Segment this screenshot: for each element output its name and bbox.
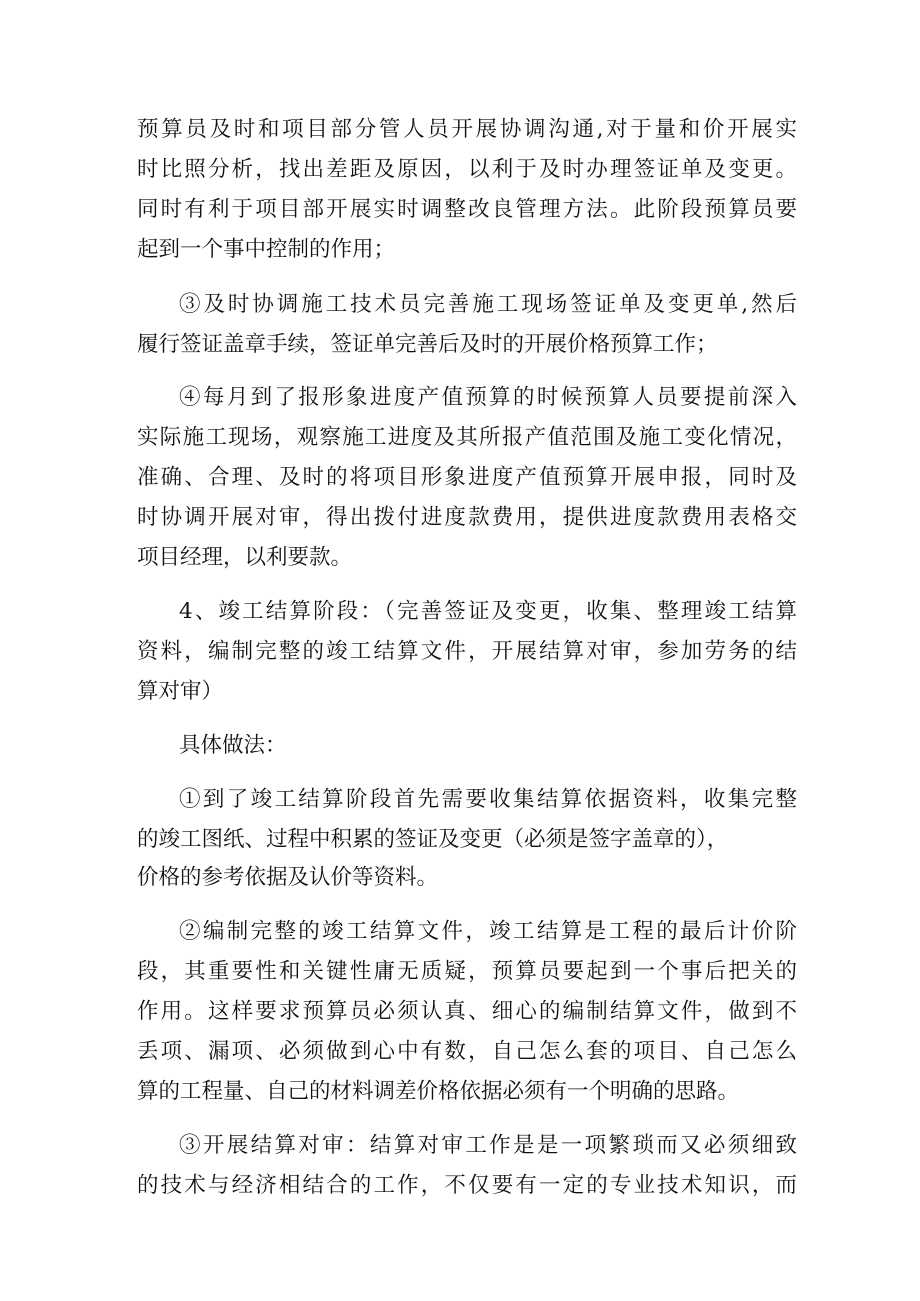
paragraph-7-line-2: 段，其重要性和关键性庸无质疑，预算员要起到一个事后把关的	[137, 959, 797, 984]
paragraph-7-line-1: ②编制完整的竣工结算文件，竣工结算是工程的最后计价阶	[179, 919, 797, 944]
paragraph-4-line-1: 4、竣工结算阶段：（完善签证及变更，收集、整理竣工结算	[179, 599, 797, 624]
paragraph-3-line-4: 时协调开展对审，得出拨付进度款费用，提供进度款费用表格交	[137, 505, 797, 530]
paragraph-7-line-3: 作用。这样要求预算员必须认真、细心的编制结算文件，做到不	[137, 999, 797, 1024]
paragraph-7-line-4: 丢项、漏项、必须做到心中有数，自己怎么套的项目、自己怎么	[137, 1039, 797, 1064]
paragraph-3-line-1: ④每月到了报形象进度产值预算的时候预算人员要提前深入	[179, 385, 797, 410]
paragraph-6-line-3: 价格的参考依据及认价等资料。	[137, 865, 439, 890]
paragraph-3-line-5: 项目经理，以利要款。	[137, 545, 353, 570]
paragraph-8-line-2: 的技术与经济相结合的工作，不仅要有一定的专业技术知识，而	[137, 1173, 797, 1198]
paragraph-1-line-2: 时比照分析，找出差距及原因，以利于及时办理签证单及变更。	[137, 157, 797, 182]
paragraph-2-line-1: ③及时协调施工技术员完善施工现场签证单及变更单,然后	[179, 292, 797, 317]
paragraph-2-line-2: 履行签证盖章手续，签证单完善后及时的开展价格预算工作；	[137, 332, 718, 357]
paragraph-1-line-4: 起到一个事中控制的作用；	[137, 237, 396, 262]
paragraph-5-line-1: 具体做法：	[179, 733, 287, 758]
paragraph-4-line-2: 资料，编制完整的竣工结算文件，开展结算对审，参加劳务的结	[137, 639, 797, 664]
paragraph-8-line-1: ③开展结算对审：结算对审工作是是一项繁琐而又必须细致	[179, 1133, 797, 1158]
paragraph-6-line-1: ①到了竣工结算阶段首先需要收集结算依据资料，收集完整	[179, 787, 797, 812]
paragraph-6-line-2: 的竣工图纸、过程中积累的签证及变更（必须是签字盖章的），	[137, 827, 729, 852]
paragraph-3-line-2: 实际施工现场，观察施工进度及其所报产值范围及施工变化情况，	[137, 425, 797, 450]
paragraph-1-line-1: 预算员及时和项目部分管人员开展协调沟通,对于量和价开展实	[137, 117, 797, 142]
paragraph-3-line-3: 准确、合理、及时的将项目形象进度产值预算开展申报，同时及	[137, 465, 797, 490]
paragraph-7-line-5: 算的工程量、自己的材料调差价格依据必须有一个明确的思路。	[137, 1079, 740, 1104]
paragraph-1-line-3: 同时有利于项目部开展实时调整改良管理方法。此阶段预算员要	[137, 197, 797, 222]
paragraph-4-line-3: 算对审）	[137, 679, 224, 704]
